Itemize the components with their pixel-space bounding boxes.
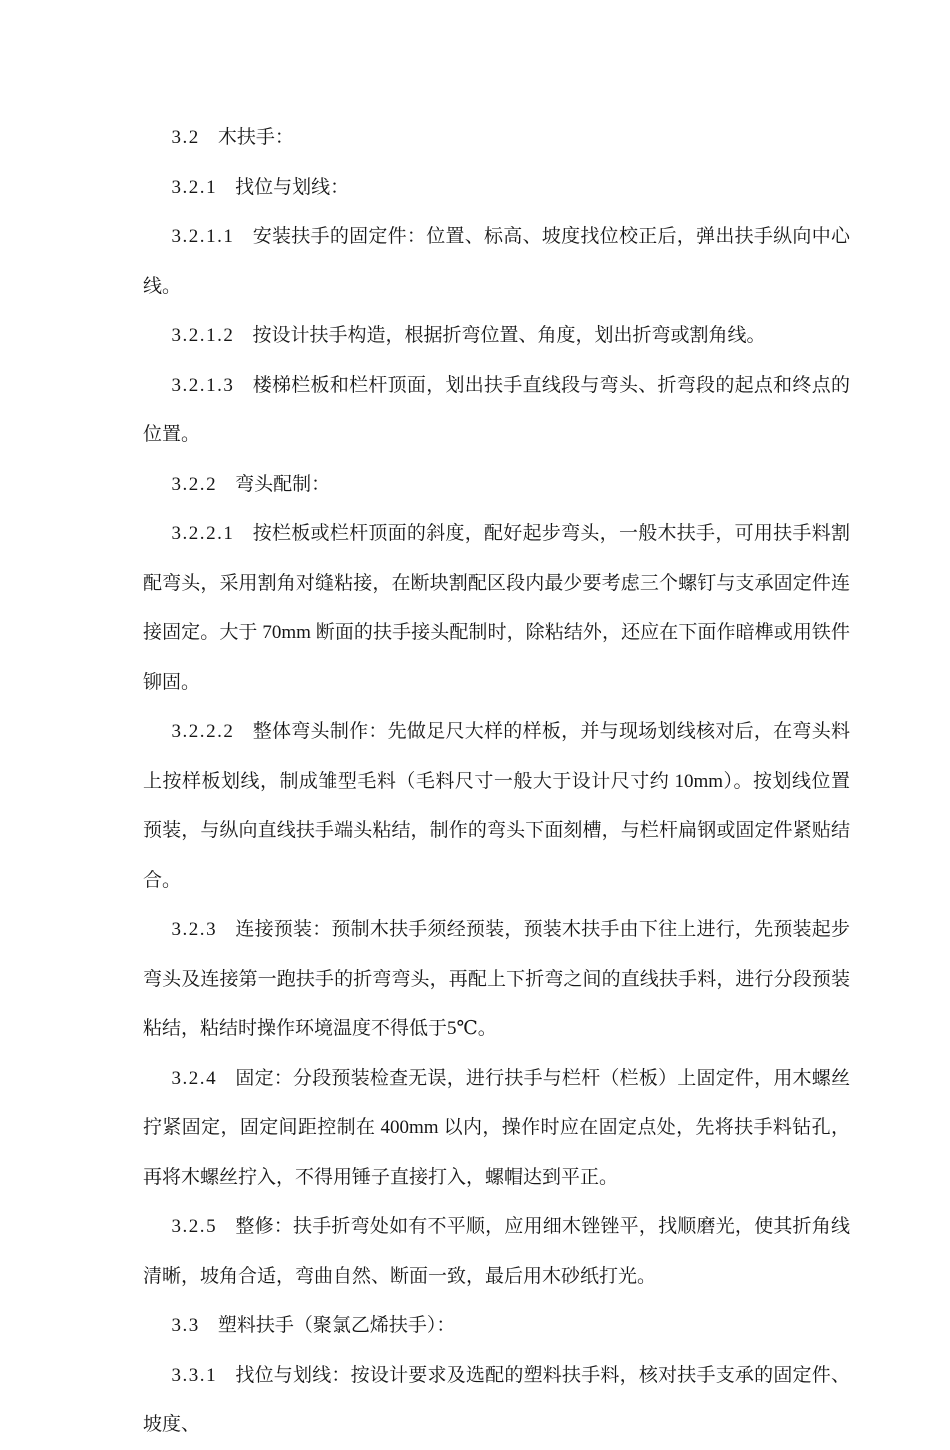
clause-3-2-1-2 (143, 311, 850, 361)
clause-3-2-2-1 (143, 509, 850, 707)
clause-text: 按设计扶手构造，根据折弯位置、角度，划出折弯或割角线。 (252, 325, 766, 346)
clause-text: 塑料扶手（聚氯乙烯扶手）： (217, 1315, 456, 1336)
clause-3-2-5 (143, 1202, 850, 1301)
clause-3-3 (143, 1301, 850, 1351)
clause-number: 3.3.1 (171, 1364, 218, 1386)
clause-number: 3.2.5 (171, 1216, 218, 1237)
clause-text: 连接预装：预制木扶手须经预装，预装木扶手由下往上进行，先预装起步弯头及连接第一跑扶手的折弯弯头，再配上下折弯之间的直线扶手料，进行分段预装粘结，粘结时操作环境温度不得低于5℃。 (143, 919, 850, 1039)
clause-3-2-3 (143, 905, 850, 1054)
document-body (143, 113, 850, 1450)
clause-number: 3.2.1.2 (171, 325, 235, 346)
clause-text: 固定：分段预装检查无误，进行扶手与栏杆（栏板）上固定件，用木螺丝拧紧固定，固定间距控制在 400mm 以内，操作时应在固定点处，先将扶手料钻孔，再将木螺丝拧入，不得用锤子直接打入，螺帽达到平正。 (143, 1067, 850, 1188)
clause-number: 3.2.1 (171, 176, 218, 198)
clause-3-3-1 (143, 1351, 850, 1450)
clause-number: 3.2.2.1 (171, 523, 235, 544)
clause-3-2-1-1 (143, 212, 850, 311)
clause-text: 找位与划线：按设计要求及选配的塑料扶手料，核对扶手支承的固定件、坡度、 (143, 1364, 850, 1435)
clause-text: 整修：扶手折弯处如有不平顺，应用细木锉锉平，找顺磨光，使其折角线清晰，坡角合适，弯曲自然、断面一致，最后用木砂纸打光。 (143, 1216, 850, 1287)
clause-3-2-2-2 (143, 707, 850, 905)
clause-number: 3.2.3 (171, 919, 218, 940)
clause-number: 3.2.1.3 (171, 374, 235, 396)
clause-text: 找位与划线： (235, 176, 350, 198)
clause-number: 3.2.4 (171, 1067, 218, 1089)
clause-3-2-2 (143, 460, 850, 510)
clause-number: 3.3 (171, 1315, 200, 1336)
clause-text: 楼梯栏板和栏杆顶面，划出扶手直线段与弯头、折弯段的起点和终点的位置。 (143, 374, 850, 445)
clause-3-2-1-3 (143, 361, 850, 460)
clause-text: 按栏板或栏杆顶面的斜度，配好起步弯头，一般木扶手，可用扶手料割配弯头，采用割角对缝粘接，在断块割配区段内最少要考虑三个螺钉与支承固定件连接固定。大于 70mm 断面的扶手接头配制时，除粘结外，还应在下面作暗榫或用铁件铆固。 (143, 523, 850, 693)
clause-3-2-1 (143, 163, 850, 213)
clause-text: 安装扶手的固定件：位置、标高、坡度找位校正后，弹出扶手纵向中心线。 (143, 226, 850, 297)
clause-number: 3.2.2 (171, 473, 218, 495)
clause-text: 整体弯头制作：先做足尺大样的样板，并与现场划线核对后，在弯头料上按样板划线，制成雏型毛料（毛料尺寸一般大于设计尺寸约 10mm）。按划线位置预装，与纵向直线扶手端头粘结，制作的弯头下面刻槽，与栏杆扁钢或固定件紧贴结合。 (143, 721, 850, 891)
clause-number: 3.2 (171, 127, 200, 148)
clause-number: 3.2.2.2 (171, 721, 235, 742)
clause-number: 3.2.1.1 (171, 226, 235, 247)
clause-3-2-4 (143, 1054, 850, 1203)
clause-text: 木扶手： (217, 127, 294, 148)
clause-text: 弯头配制： (235, 473, 331, 495)
clause-3-2 (143, 113, 850, 163)
